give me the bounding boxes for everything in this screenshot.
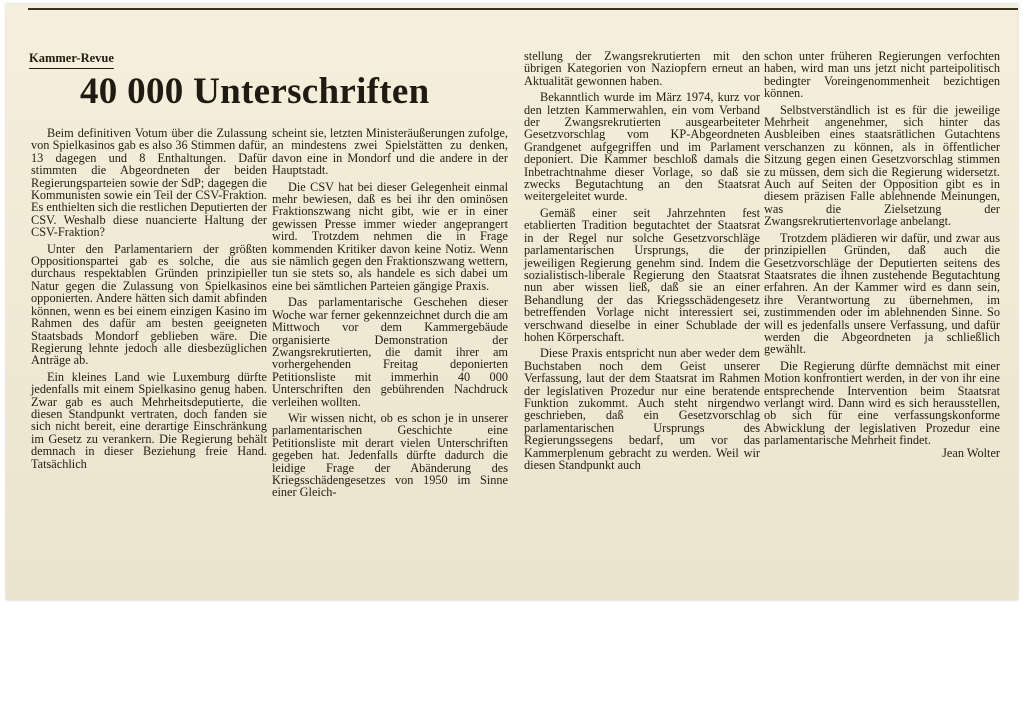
article-column-4 <box>764 50 1000 459</box>
section-rubric: Kammer-Revue <box>29 51 114 69</box>
article-column-2 <box>272 127 508 499</box>
paragraph: stellung der Zwangsrekrutierten mit den übrigen Kategorien von Naziopfern erneut an Aktualität gewonnen haben. <box>524 49 760 88</box>
paragraph: Wir wissen nicht, ob es schon je in unserer parlamentarischen Geschichte eine Petitionsliste mit derart vielen Unterschriften gegeben hat. Jedenfalls dürfte dadurch die leidige Frage der Abänderung des Kriegsschädengesetzes von 1950 im Sinne einer Gleich- <box>272 410 508 500</box>
article-column-1 <box>31 127 267 470</box>
paragraph: scheint sie, letzten Ministeräußerungen zufolge, an mindestens zwei Spielstätten zu denken, davon eine in Mondorf und die andere in der Hauptstadt. <box>272 126 508 178</box>
paragraph: Ein kleines Land wie Luxemburg dürfte jedenfalls mit einem Spielkasino genug haben. Zwar gab es auch Mehrheitsdeputierte, die diesen Standpunkt vertraten, doch fanden sie sich nicht bereit, eine derartige Einschränkung im Gesetz zu verankern. Die Regierung behält demnach in dieser Beziehung freie Hand. Tatsächlich <box>31 369 267 471</box>
paragraph: schon unter früheren Regierungen verfochten haben, wird man uns jetzt nicht parteipolitisch bedingter Voreingenommenheit bezichtigen können. <box>764 49 1000 101</box>
author-signature: Jean Wolter <box>942 445 1000 460</box>
article-column-3 <box>524 50 760 471</box>
paragraph: Die CSV hat bei dieser Gelegenheit einmal mehr bewiesen, daß es bei ihr den ominösen Fraktionszwang nicht gibt, wie er in einer gewissen Presse immer wieder angeprangert wird. Trotzdem nehmen die in Frage kommenden Kritiker davon keine Notiz. Wenn sie nämlich gegen den Fraktionszwang wettern, tun sie stets so, als handele es sich dabei um eine bei sämtlichen Parteien gängige Praxis. <box>272 179 508 293</box>
paragraph: Unter den Parlamentariern der größten Oppositionspartei gab es solche, die aus durchaus respektablen Gründen prinzipieller Natur gegen die Zulassung von Spielkasinos opponierten. Andere hätten sich damit abfinden können, wenn es bei einem einzigen Kasino im Rahmen des dafür am besten geeigneten Staatsbads Mondorf geblieben wäre. Die Regierung lehnte jedoch alle diesbezüglichen Anträge ab. <box>31 241 267 368</box>
top-rule <box>28 8 1018 10</box>
paragraph: Diese Praxis entspricht nun aber weder dem Buchstaben noch dem Geist unserer Verfassung, laut der dem Staatsrat im Rahmen der legislativen Prozedur nur eine beratende Funktion zukommt. Auch steht nirgendwo geschrieben, daß ein Gesetzvorschlag parlamentarischen Ursprungs des Regierungssegens bedarf, um vor das Kammerplenum gebracht zu werden. Weil wir diesen Standpunkt auch <box>524 346 760 472</box>
paragraph: Beim definitiven Votum über die Zulassung von Spielkasinos gab es also 36 Stimmen dafür, 13 dagegen und 8 Enthaltungen. Dafür stimmten die Abgeordneten der beiden Regierungsparteien sowie der SdP; dagegen die Kommunisten sowie ein Teil der CSV-Fraktion. Es enthielten sich die restlichen Deputierten der CSV. Weshalb diese nuancierte Haltung der CSV-Fraktion? <box>31 126 267 240</box>
paragraph: Bekanntlich wurde im März 1974, kurz vor den letzten Kammerwahlen, ein vom Verband der Zwangsrekrutierten ausgearbeiteter Gesetzvorschlag vom KP-Abgeordneten Grandgenet aufgegriffen und im Parlament deponiert. Die Kammer beschloß damals die Inbetrachtnahme dieser Vorlage, so daß sie zwecks Begutachtung an den Staatsrat weitergeleitet wurde. <box>524 90 760 204</box>
article-headline: 40 000 Unterschriften <box>80 71 430 112</box>
paragraph: Trotzdem plädieren wir dafür, und zwar aus prinzipiellen Gründen, daß auch die Gesetzvorschläge der Deputierten seitens des Staatsrates die ihnen zustehende Begutachtung erfahren. An der Kammer wird es dann sein, ihre Verantwortung zu übernehmen, im zustimmenden oder im ablehnenden Sinne. So will es jedenfalls unsere Verfassung, und dafür werden die Abgeordneten ja schließlich gewählt. <box>764 230 1000 357</box>
paragraph: Selbstverständlich ist es für die jeweilige Mehrheit angenehmer, sich hinter das Ausbleiben eines staatsrätlichen Gutachtens verschanzen zu können, als in öffentlicher Sitzung gegen einen Gesetzvorschlag stimmen zu müssen, dem sich die Regierung widersetzt. Auch auf Seiten der Opposition gibt es in diesem präzisen Falle ablehnende Meinungen, was die Zielsetzung der Zwangsrekrutiertenvorlage anbelangt. <box>764 102 1000 229</box>
paragraph: Das parlamentarische Geschehen dieser Woche war ferner gekennzeichnet durch die am Mittwoch vor dem Kammergebäude organisierte Demonstration der Zwangsrekrutierten, die damit ihrer am vorhergehenden Freitag deponierten Petitionsliste mit immerhin 40 000 Unterschriften den gebührenden Nachdruck verleihen wollten. <box>272 295 508 409</box>
paragraph: Gemäß einer seit Jahrzehnten fest etablierten Tradition begutachtet der Staatsrat in der Regel nur solche Gesetzvorschläge parlamentarischen Ursprungs, die der jeweiligen Regierung genehm sind. Indem die sozialistisch-liberale Regierung den Staatsrat nun aber wissen ließ, daß sie an einer Behandlung der das Kriegsschädengesetz betreffenden Vorlage nicht interessiert sei, verschwand dieselbe in einer Schublade der hohen Körperschaft. <box>524 205 760 344</box>
paragraph: Die Regierung dürfte demnächst mit einer Motion konfrontiert werden, in der von ihr eine entsprechende Intervention beim Staatsrat verlangt wird. Dann wird es sich herausstellen, ob sich für eine verfassungskonforme Abwicklung der legislativen Prozedur eine parlamentarische Mehrheit findet. <box>764 358 1000 448</box>
